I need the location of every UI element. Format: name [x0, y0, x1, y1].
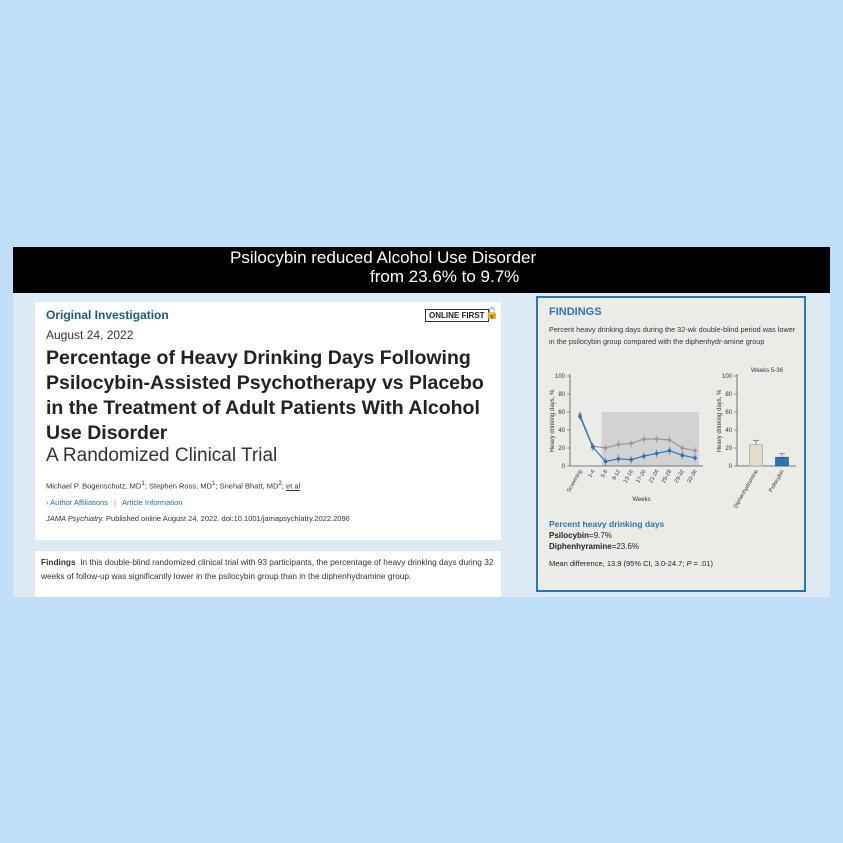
psilocybin-data-point — [604, 460, 608, 464]
x-tick-label: 9-12 — [611, 469, 623, 482]
diphenhydramine-data-point — [680, 446, 684, 450]
journal-name: JAMA Psychiatry. — [46, 514, 104, 523]
psilocybin-result — [549, 531, 612, 540]
bar-diphenhydramine — [750, 445, 763, 466]
y-tick-label: 40 — [558, 428, 565, 435]
diphenhydramine-result — [549, 542, 639, 551]
summary-heading: Percent heavy drinking days — [549, 519, 665, 529]
et-al-link[interactable]: et al — [286, 481, 301, 491]
x-tick-label: 33-36 — [686, 469, 699, 485]
y-tick-label: 80 — [558, 392, 565, 399]
psilocybin-data-point — [629, 458, 633, 462]
bar-y-tick-label: 80 — [725, 392, 732, 399]
findings-label: Findings — [41, 557, 76, 567]
author-name[interactable]: Michael P. Bogenschutz, MD — [46, 481, 142, 491]
psilocybin-data-point — [655, 452, 659, 456]
psilocybin-data-point — [578, 415, 582, 419]
article-type[interactable]: Original Investigation — [46, 308, 169, 322]
headline-banner — [13, 247, 830, 293]
diphenhydramine-data-point — [642, 437, 646, 441]
panel-title: FINDINGS — [549, 306, 602, 318]
bar-psilocybin — [776, 457, 789, 466]
findings-panel — [536, 296, 806, 592]
psilocybin-data-point — [642, 454, 646, 458]
online-first-badge: ONLINE FIRST — [425, 309, 489, 322]
article-subtitle: A Randomized Clinical Trial — [46, 445, 278, 466]
article-title: Percentage of Heavy Drinking Days Following Psilocybin-Assisted Psychotherapy vs Placebo in the Treatment of Adult Patients With Alcohol Use Disorder — [46, 347, 484, 444]
author-separator: ; — [144, 481, 149, 491]
bar-y-axis-label: Heavy drinking days, % — [717, 389, 723, 453]
x-tick-label: 13-16 — [622, 469, 635, 485]
diphenhydramine-data-point — [604, 446, 608, 450]
author-affiliations-link[interactable]: Author Affiliations — [50, 498, 108, 507]
psilocybin-data-point — [617, 457, 621, 461]
diphenhydramine-data-point — [617, 443, 621, 447]
bar-category-label: Diphenhydramine — [732, 469, 760, 510]
psilocybin-label: Psilocybin — [549, 531, 590, 540]
findings-paragraph — [41, 555, 496, 583]
x-tick-label: Screening — [566, 469, 584, 494]
affiliation-number: 2 — [278, 480, 282, 487]
bar-y-tick-label: 20 — [725, 446, 732, 453]
psilocybin-value: =9.7% — [589, 531, 612, 540]
author-name[interactable]: Stephen Ross, MD — [148, 481, 212, 491]
mean-diff-prefix: Mean difference, 13.9 (95% CI, 3.0-24.7; — [549, 559, 687, 568]
author-list — [46, 480, 300, 491]
affiliation-number: 1 — [141, 480, 145, 487]
findings-summary — [35, 551, 501, 597]
y-tick-label: 0 — [561, 464, 565, 471]
article-header — [35, 302, 501, 540]
diphenhydramine-value: =23.6% — [611, 542, 640, 551]
y-tick-label: 100 — [554, 374, 565, 381]
psilocybin-data-point — [668, 449, 672, 453]
bar-chart-title: Weeks 5-36 — [751, 368, 783, 374]
psilocybin-data-point — [591, 445, 595, 449]
article-information-link[interactable]: Article Information — [121, 498, 183, 507]
citation — [46, 514, 350, 523]
headline-line-2: from 23.6% to 9.7% — [370, 267, 520, 286]
bar-y-tick-label: 60 — [725, 410, 732, 417]
diphenhydramine-data-point — [629, 442, 633, 446]
y-tick-label: 20 — [558, 446, 565, 453]
diphenhydramine-data-point — [655, 437, 659, 441]
author-separator: ; — [215, 481, 220, 491]
psilocybin-data-point — [680, 453, 684, 457]
findings-text: In this double-blind randomized clinical trial with 93 participants, the percentage of heavy drinking days during 32 weeks of follow-up was significantly lower in the psilocybin group than in the diphenhydramine group. — [41, 557, 494, 581]
mean-diff-p: P — [686, 559, 692, 568]
bar-y-tick-label: 100 — [721, 374, 732, 381]
x-tick-label: 29-32 — [673, 469, 686, 485]
bar-y-tick-label: 40 — [725, 428, 732, 435]
x-tick-label: 1-4 — [587, 469, 597, 479]
open-lock-icon: 🔓 — [485, 308, 499, 320]
x-tick-label: 25-28 — [660, 469, 674, 485]
y-axis-label: Heavy drinking days, % — [550, 389, 556, 453]
author-separator: ; — [281, 481, 287, 491]
x-tick-label: 17-20 — [635, 469, 648, 485]
link-separator: | — [114, 498, 116, 507]
x-tick-label: 5-8 — [600, 469, 610, 479]
y-tick-label: 60 — [558, 410, 565, 417]
citation-text: Published online August 24, 2022. doi:10.1001/jamapsychiatry.2022.2096 — [103, 514, 350, 523]
psilocybin-data-point — [693, 456, 697, 460]
publication-date: August 24, 2022 — [46, 328, 134, 342]
x-tick-label: 21-24 — [648, 469, 661, 485]
chevron-right-icon: › — [46, 498, 49, 507]
diphenhydramine-data-point — [668, 438, 672, 442]
diphenhydramine-label: Diphenhyramine — [549, 542, 612, 551]
bar-y-tick-label: 0 — [728, 464, 732, 471]
diphenhydramine-data-point — [693, 449, 697, 453]
headline-line-1: Psilocybin reduced Alcohol Use Disorder — [230, 248, 537, 267]
x-axis-label: Weeks — [632, 497, 651, 503]
panel-description: Percent heavy drinking days during the 32-wk double-blind period was lower in the psilocybin group compared with the diphenhydr-amine group — [549, 325, 796, 346]
mean-diff-suffix: = .01) — [691, 559, 713, 568]
author-name[interactable]: Snehal Bhatt, MD — [219, 481, 279, 491]
mean-difference — [549, 559, 713, 568]
article-links — [46, 498, 182, 507]
bar-category-label: Psilocybin — [768, 469, 786, 494]
affiliation-number: 1 — [211, 480, 216, 487]
